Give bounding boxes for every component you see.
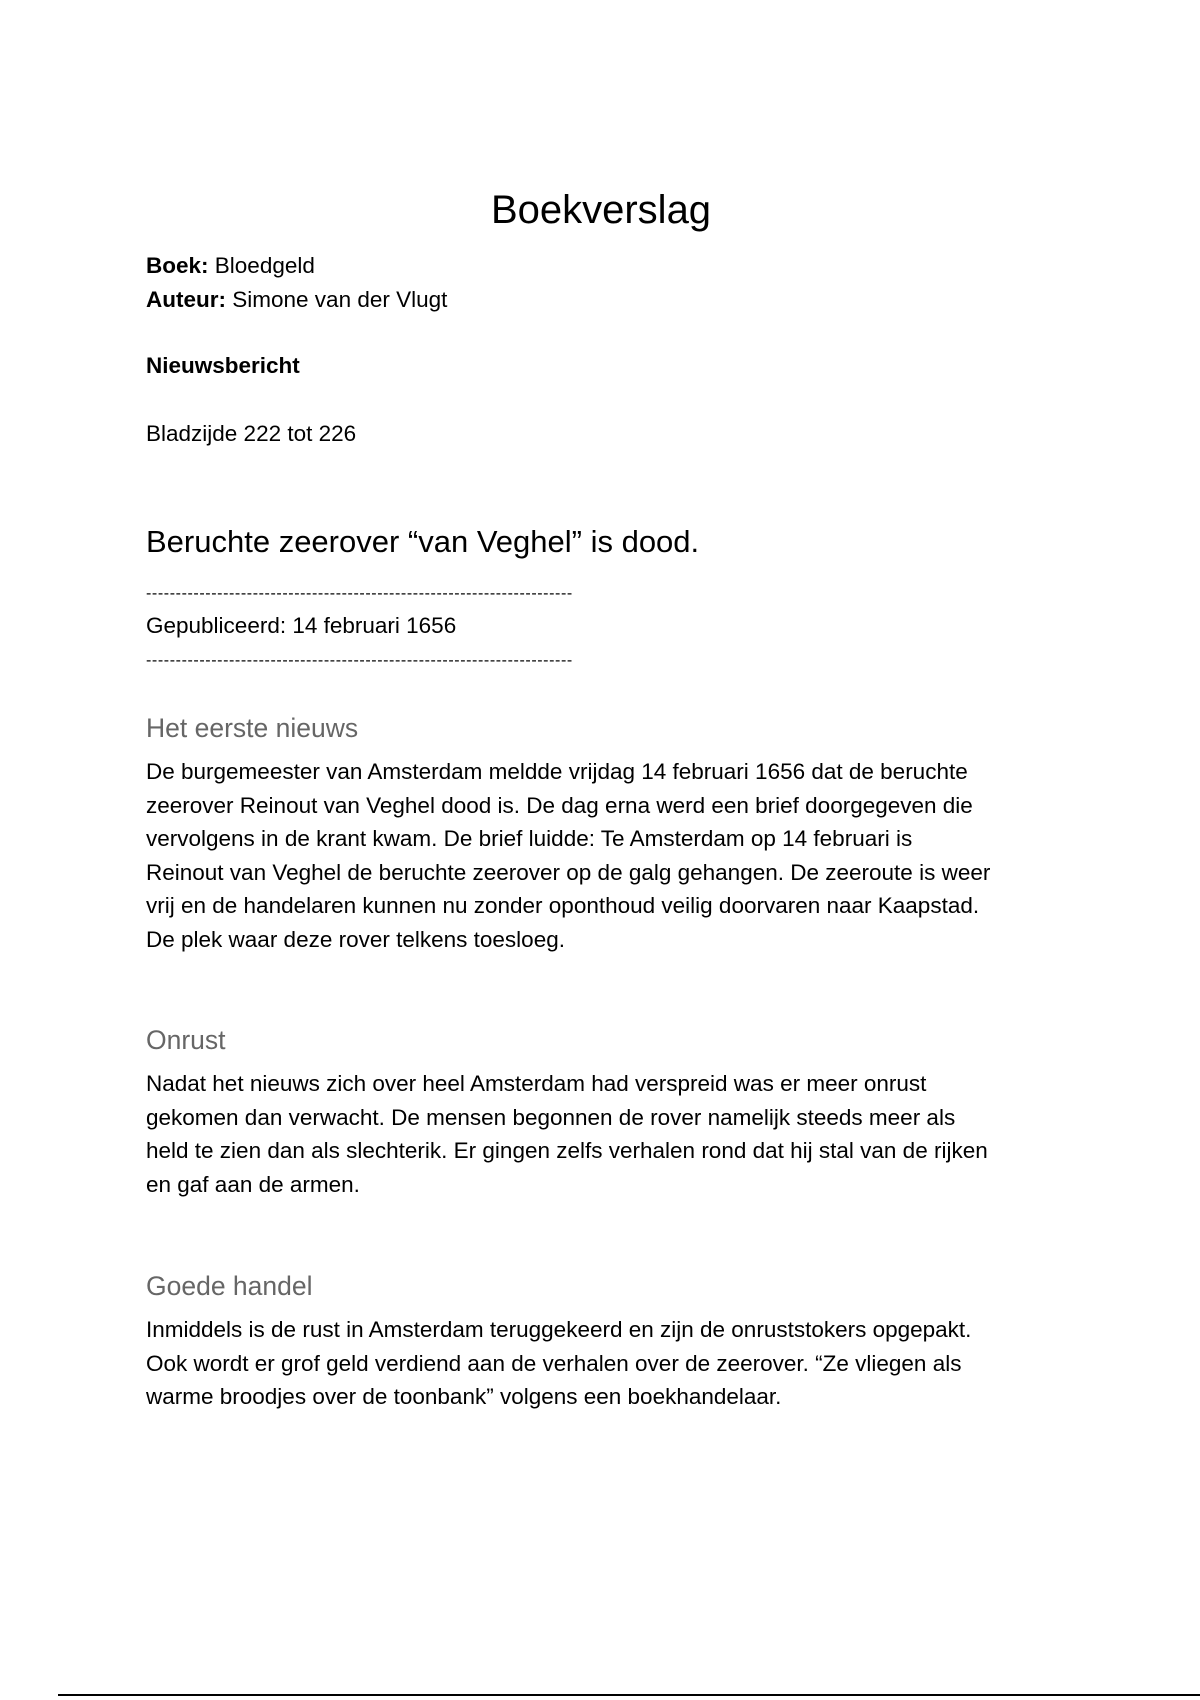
article-headline: Beruchte zeerover “van Veghel” is dood. — [146, 524, 700, 559]
author-value: Simone van der Vlugt — [232, 287, 448, 312]
paragraph-line: Reinout van Veghel de beruchte zeerover op de galg gehangen. De zeeroute is weer — [146, 859, 991, 885]
paragraph-line: zeerover Reinout van Veghel dood is. De dag erna werd een brief doorgegeven die — [146, 792, 973, 818]
paragraph-line: Nadat het nieuws zich over heel Amsterdam had verspreid was er meer onrust — [146, 1071, 927, 1096]
separator-top: ------------------------------------------------------------------------ — [146, 585, 573, 602]
section-paragraph-eerste-nieuws — [146, 755, 1066, 956]
book-label: Boek: — [146, 253, 209, 278]
paragraph-line: De burgemeester van Amsterdam meldde vrijdag 14 februari 1656 dat de beruchte — [146, 759, 968, 784]
paragraph-line: held te zien dan als slechterik. Er gingen zelfs verhalen rond dat hij stal van de rijken — [146, 1138, 988, 1163]
section-type: Nieuwsbericht — [146, 353, 300, 378]
separator-bottom: ------------------------------------------------------------------------ — [146, 652, 573, 669]
paragraph-line: Inmiddels is de rust in Amsterdam teruggekeerd en zijn de onruststokers opgepakt. — [146, 1317, 972, 1342]
paragraph-line: en gaf aan de armen. — [146, 1171, 360, 1197]
section-heading-onrust: Onrust — [146, 1025, 226, 1055]
paragraph-line: De plek waar deze rover telkens toesloeg. — [146, 926, 565, 952]
author-label: Auteur: — [146, 287, 226, 312]
footer-rule — [58, 1694, 1200, 1696]
paragraph-line: vervolgens in de krant kwam. De brief luidde: Te Amsterdam op 14 februari is — [146, 826, 913, 851]
section-heading-goede-handel: Goede handel — [146, 1271, 313, 1301]
page-range: Bladzijde 222 tot 226 — [146, 421, 357, 446]
paragraph-line: vrij en de handelaren kunnen nu zonder oponthoud veilig doorvaren naar Kaapstad. — [146, 893, 980, 918]
published-date: Gepubliceerd: 14 februari 1656 — [146, 613, 457, 638]
paragraph-line: warme broodjes over de toonbank” volgens een boekhandelaar. — [146, 1384, 782, 1409]
book-value: Bloedgeld — [214, 253, 315, 278]
section-heading-eerste-nieuws: Het eerste nieuws — [146, 713, 359, 743]
document-title: Boekverslag — [490, 188, 712, 232]
book-line — [146, 250, 315, 282]
author-line — [146, 284, 447, 316]
paragraph-line: Ook wordt er grof geld verdiend aan de verhalen over de zeerover. “Ze vliegen als — [146, 1350, 962, 1376]
paragraph-line: gekomen dan verwacht. De mensen begonnen de rover namelijk steeds meer als — [146, 1104, 956, 1130]
section-paragraph-goede-handel — [146, 1313, 1066, 1414]
section-paragraph-onrust — [146, 1067, 1066, 1201]
